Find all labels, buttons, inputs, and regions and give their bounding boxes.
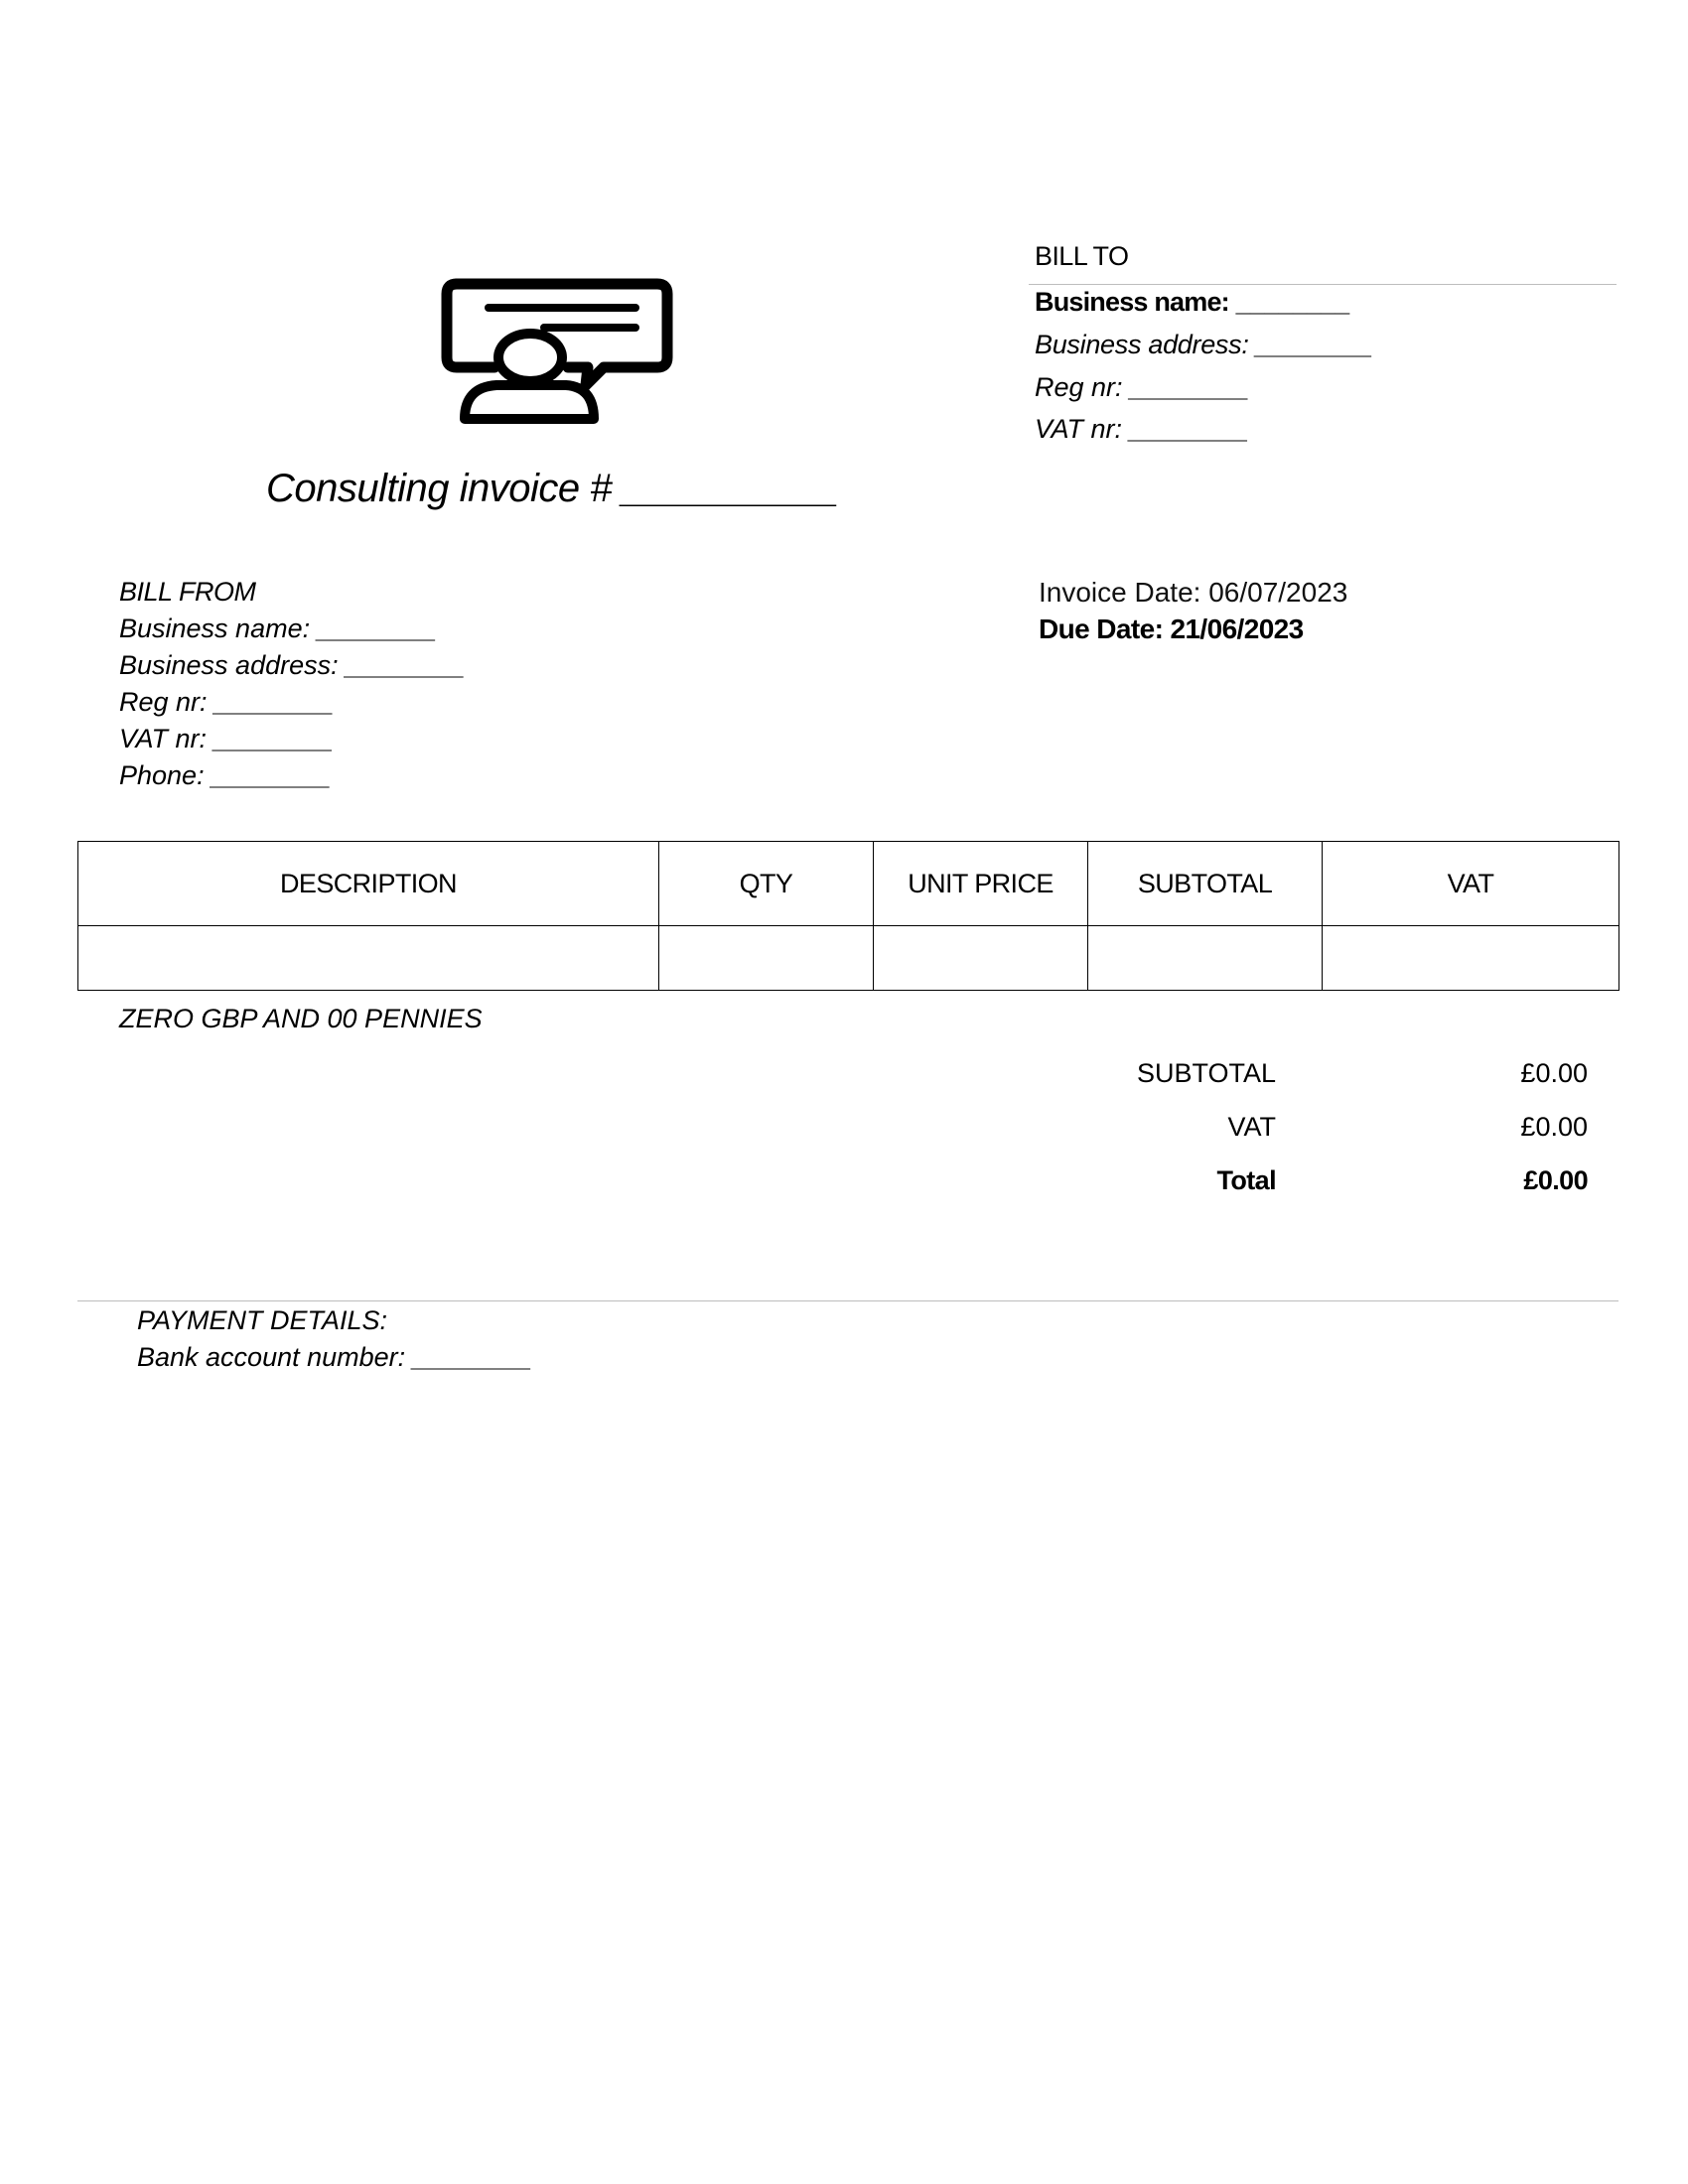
invoice-title: Consulting invoice # __________ bbox=[266, 467, 839, 510]
column-header-description: DESCRIPTION bbox=[78, 842, 659, 926]
bill-to-reg-nr: Reg nr: ________ bbox=[1035, 372, 1250, 402]
table-header-row bbox=[78, 842, 1619, 926]
bill-to-business-name: Business name: ________ bbox=[1035, 287, 1349, 317]
column-header-qty: QTY bbox=[659, 842, 874, 926]
cell-vat bbox=[1323, 926, 1619, 991]
bill-to-business-address: Business address: ________ bbox=[1035, 330, 1373, 359]
vat-value: £0.00 bbox=[1520, 1112, 1588, 1142]
line-items-table bbox=[77, 841, 1619, 991]
bill-from-business-address: Business address: ________ bbox=[119, 650, 466, 680]
bill-from-reg-nr: Reg nr: ________ bbox=[119, 687, 335, 717]
bill-from-heading: BILL FROM bbox=[119, 577, 256, 607]
vat-label: VAT bbox=[1227, 1112, 1276, 1142]
bill-to-heading: BILL TO bbox=[1035, 241, 1129, 271]
payment-divider bbox=[77, 1300, 1618, 1301]
total-label: Total bbox=[1216, 1165, 1276, 1195]
column-header-subtotal: SUBTOTAL bbox=[1088, 842, 1323, 926]
column-header-unit-price: UNIT PRICE bbox=[874, 842, 1088, 926]
table-row bbox=[78, 926, 1619, 991]
bill-from-phone: Phone: ________ bbox=[119, 760, 332, 790]
amount-in-words: ZERO GBP AND 00 PENNIES bbox=[119, 1004, 483, 1033]
total-value: £0.00 bbox=[1523, 1165, 1588, 1195]
payment-details-heading: PAYMENT DETAILS: bbox=[137, 1305, 388, 1335]
bill-to-divider bbox=[1029, 284, 1617, 285]
bill-from-vat-nr: VAT nr: ________ bbox=[119, 724, 334, 753]
cell-description bbox=[78, 926, 659, 991]
bank-account-number: Bank account number: ________ bbox=[137, 1342, 532, 1372]
bill-to-vat-nr: VAT nr: ________ bbox=[1035, 414, 1249, 444]
column-header-vat: VAT bbox=[1323, 842, 1619, 926]
subtotal-label: SUBTOTAL bbox=[1136, 1058, 1276, 1088]
cell-subtotal bbox=[1088, 926, 1323, 991]
invoice-date: Invoice Date: 06/07/2023 bbox=[1039, 577, 1348, 608]
subtotal-value: £0.00 bbox=[1520, 1058, 1588, 1088]
cell-unit-price bbox=[874, 926, 1088, 991]
cell-qty bbox=[659, 926, 874, 991]
bill-from-business-name: Business name: ________ bbox=[119, 614, 437, 643]
due-date: Due Date: 21/06/2023 bbox=[1039, 614, 1304, 644]
consultant-chat-icon bbox=[437, 276, 675, 425]
